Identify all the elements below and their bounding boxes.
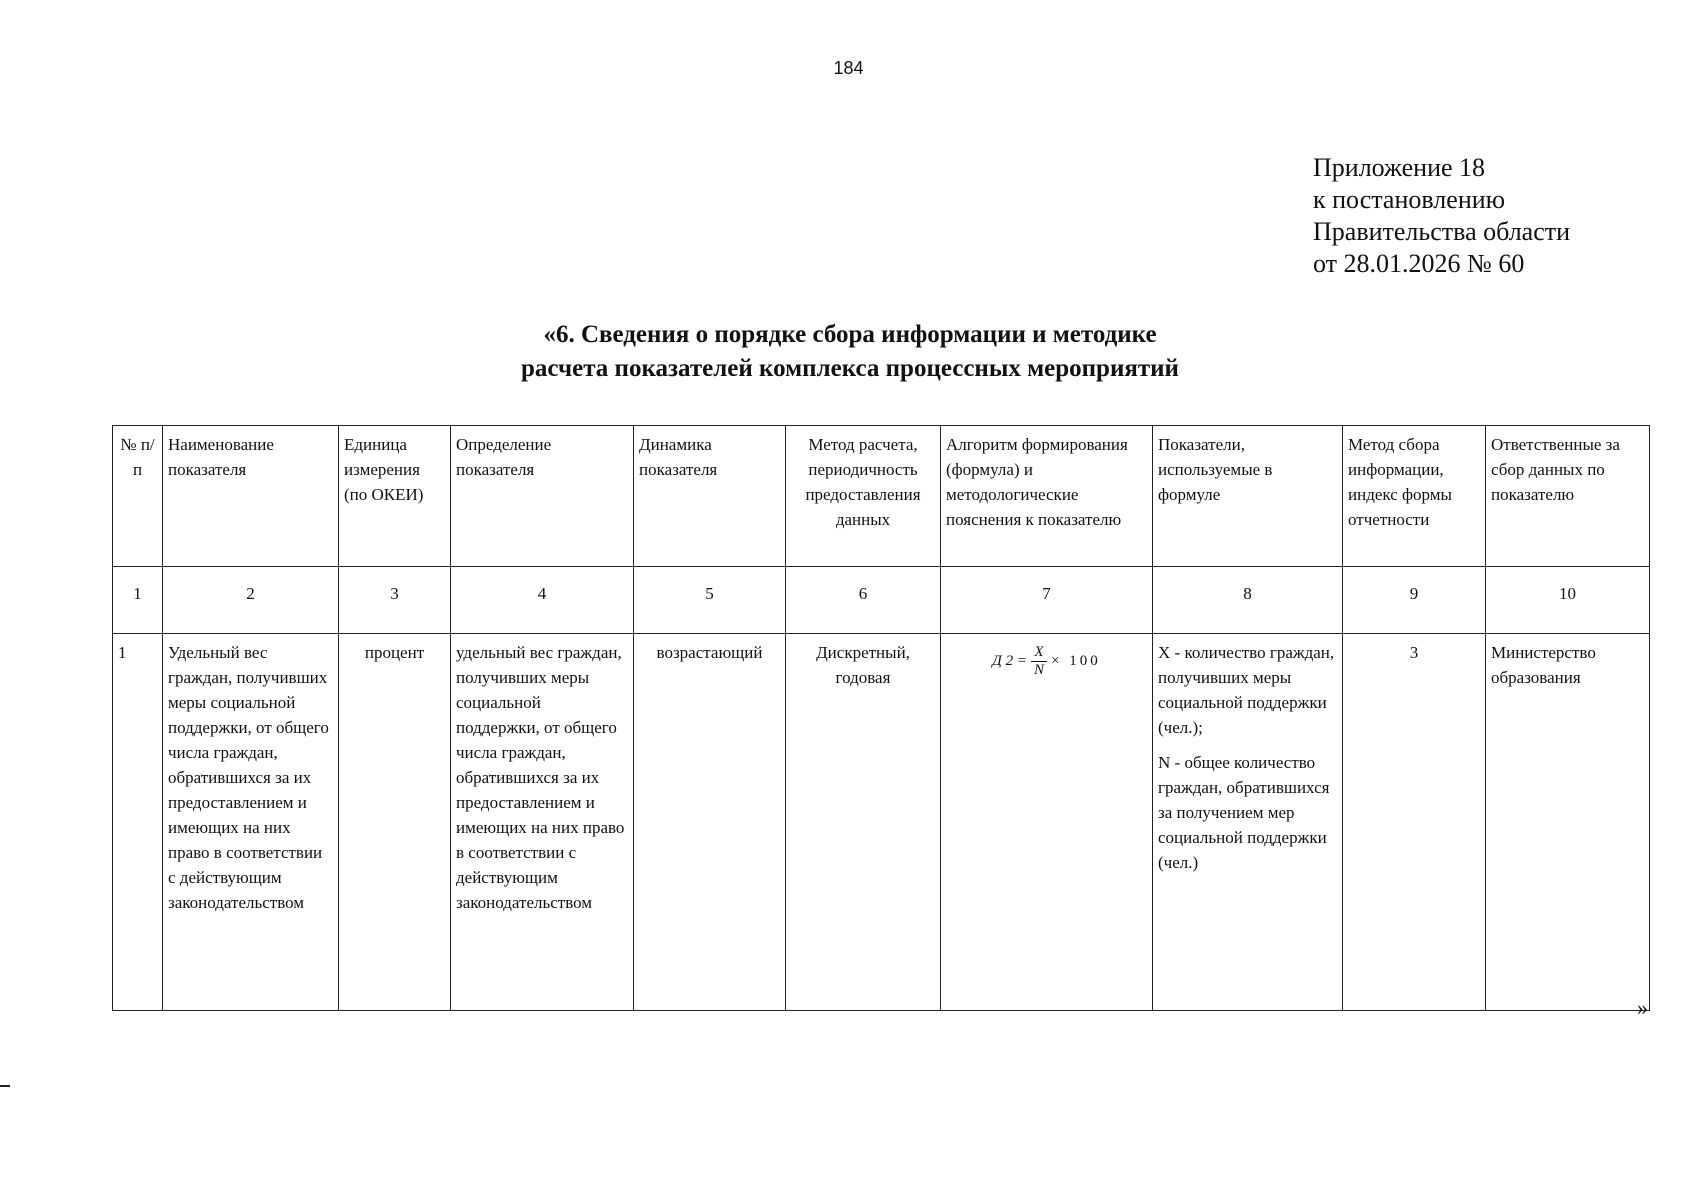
column-number: 9 — [1343, 567, 1486, 634]
indicator-dynamics: возрастающий — [634, 634, 786, 1011]
appendix-line: к постановлению — [1313, 185, 1506, 214]
indicator-name: Удельный вес граждан, получивших меры социальной поддержки, от общего числа граждан, обратившихся за их предоставлением и имеющих на них право в соответствии с действующим законодательством — [163, 634, 339, 1011]
appendix-line: Приложение 18 — [1313, 153, 1486, 182]
header-cell: Ответственные за сбор данных по показателю — [1486, 426, 1650, 567]
appendix-block — [1313, 152, 1570, 280]
formula-params-cell — [1153, 634, 1343, 1011]
column-number: 2 — [163, 567, 339, 634]
header-cell: Метод расчета, периодичность предоставления данных — [786, 426, 941, 567]
row-number: 1 — [113, 634, 163, 1011]
formula-param: N - общее количество граждан, обратившихся за получением мер социальной поддержки (чел.) — [1158, 753, 1330, 872]
column-number: 10 — [1486, 567, 1650, 634]
formula-lhs: Д 2 = — [992, 653, 1027, 669]
formula-fraction — [1031, 644, 1047, 679]
table-row — [113, 634, 1650, 1011]
header-cell: Единица измерения (по ОКЕИ) — [339, 426, 451, 567]
title-line: «6. Сведения о порядке сбора информации и методике — [543, 321, 1157, 348]
column-number: 6 — [786, 567, 941, 634]
responsible-party: Министерство образования — [1486, 634, 1650, 1011]
header-cell: Наименование показателя — [163, 426, 339, 567]
column-number-row — [113, 567, 1650, 634]
column-number: 8 — [1153, 567, 1343, 634]
formula-cell — [941, 634, 1153, 1011]
header-cell: Алгоритм формирования (формула) и методологические пояснения к показателю — [941, 426, 1153, 567]
formula-denominator: N — [1033, 662, 1044, 678]
indicator-table — [112, 425, 1650, 1011]
column-number: 4 — [451, 567, 634, 634]
column-number: 7 — [941, 567, 1153, 634]
margin-mark — [0, 1085, 10, 1087]
calculation-method: Дискретный, годовая — [786, 634, 941, 1011]
closing-quote: » — [1637, 995, 1648, 1020]
document-title — [0, 318, 1697, 386]
appendix-line: от 28.01.2026 № 60 — [1313, 249, 1525, 278]
appendix-line: Правительства области — [1313, 217, 1571, 246]
indicator-unit: процент — [339, 634, 451, 1011]
formula-numerator: X — [1031, 644, 1046, 662]
indicator-definition: удельный вес граждан, получивших меры социальной поддержки, от общего числа граждан, обратившихся за их предоставлением и имеющих на них право в соответствии с действующим законодательством — [451, 634, 634, 1011]
header-cell: Определение показателя — [451, 426, 634, 567]
header-cell: Динамика показателя — [634, 426, 786, 567]
formula-param: X - количество граждан, получивших меры социальной поддержки (чел.); — [1158, 643, 1335, 737]
formula-multiplier: × 100 — [1050, 653, 1101, 669]
column-number: 3 — [339, 567, 451, 634]
column-number: 5 — [634, 567, 786, 634]
header-cell: Показатели, используемые в формуле — [1153, 426, 1343, 567]
page-number: 184 — [833, 58, 864, 78]
table-header-row — [113, 426, 1650, 567]
formula — [946, 644, 1147, 679]
header-cell: Метод сбора информации, индекс формы отчетности — [1343, 426, 1486, 567]
column-number: 1 — [113, 567, 163, 634]
header-cell: № п/п — [113, 426, 163, 567]
title-line: расчета показателей комплекса процессных мероприятий — [521, 355, 1179, 382]
collection-method: 3 — [1343, 634, 1486, 1011]
